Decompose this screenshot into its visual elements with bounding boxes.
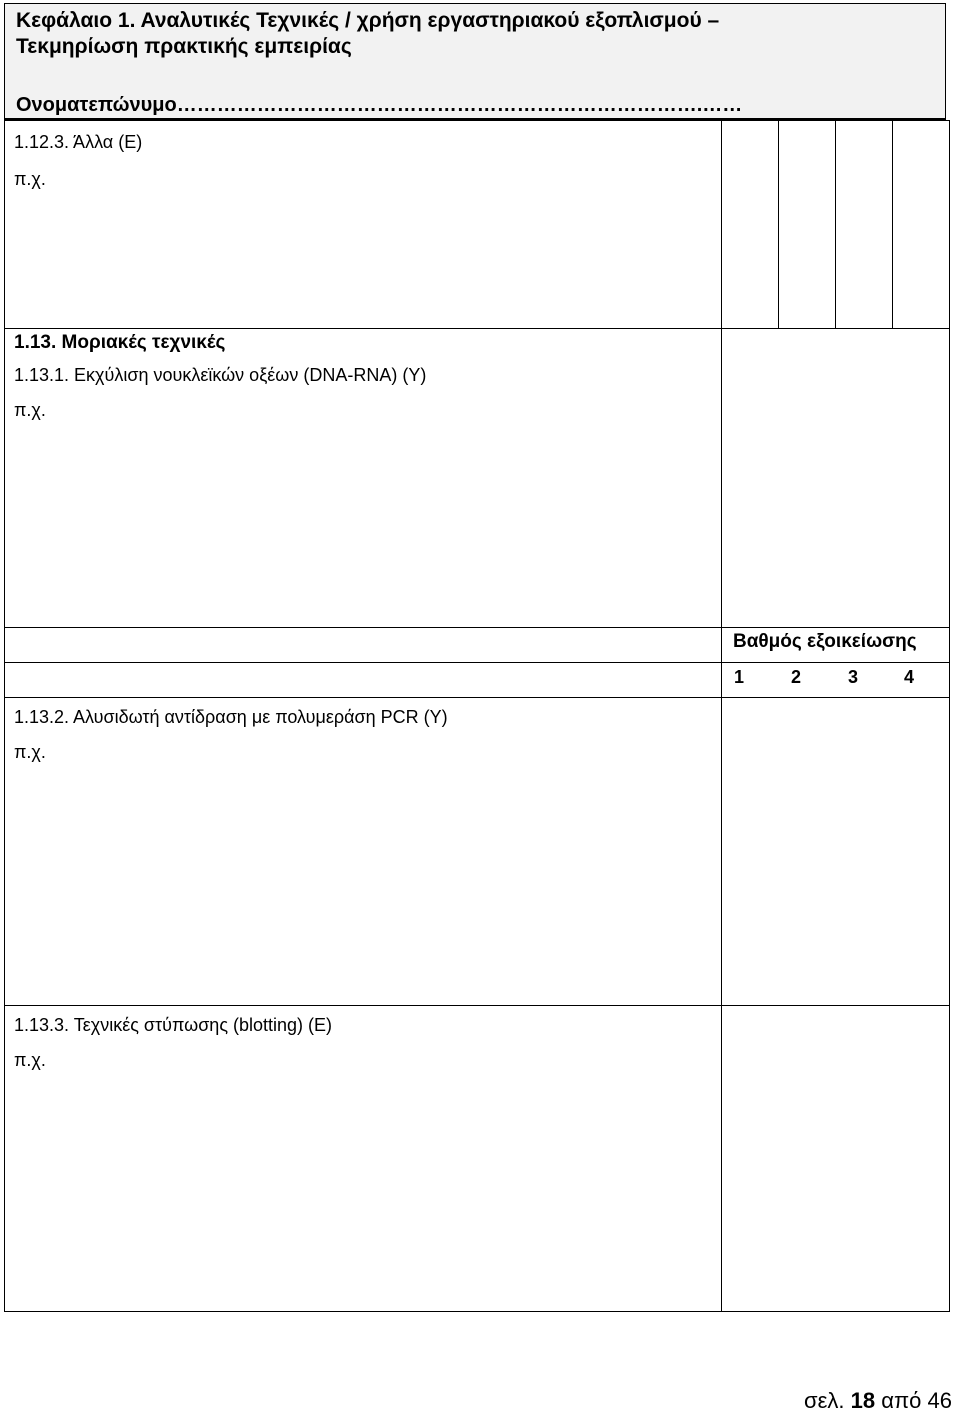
grade-4-label: 4 xyxy=(903,667,914,687)
grade-divider-2 xyxy=(835,120,836,328)
page-total: 46 xyxy=(927,1388,952,1413)
chapter-subtitle: Τεκμηρίωση πρακτικής εμπειρίας xyxy=(16,35,352,58)
grade-1-label: 1 xyxy=(733,667,744,687)
section-1-13-2-example: π.χ. xyxy=(14,742,46,762)
grade-2-label: 2 xyxy=(790,667,801,687)
row-divider-5 xyxy=(4,1005,950,1006)
section-1-12-3-example: π.χ. xyxy=(14,169,46,189)
grade-divider-1 xyxy=(778,120,779,328)
section-1-13-3-example: π.χ. xyxy=(14,1050,46,1070)
section-1-13-1-title: 1.13.1. Εκχύλιση νουκλεϊκών οξέων (DNA-RNA) (Υ) xyxy=(14,365,427,385)
page-current: 18 xyxy=(850,1388,876,1413)
page-header xyxy=(4,3,946,120)
page-number xyxy=(804,1388,952,1414)
section-1-13-2-title: 1.13.2. Αλυσιδωτή αντίδραση με πολυμεράση PCR (Υ) xyxy=(14,707,448,727)
page-prefix: σελ. xyxy=(804,1388,845,1413)
row-divider-1 xyxy=(4,328,950,329)
row-divider-2 xyxy=(4,627,950,628)
page-separator: από xyxy=(881,1388,922,1413)
name-field: Ονοματεπώνυμο…………………………………………………………………….…… xyxy=(16,94,743,116)
section-1-13-title: 1.13. Μοριακές τεχνικές xyxy=(14,332,226,353)
section-1-13-3-title: 1.13.3. Τεχνικές στύπωσης (blotting) (Ε) xyxy=(14,1015,333,1035)
row-divider-4 xyxy=(4,697,950,698)
grade-3-label: 3 xyxy=(847,667,858,687)
section-1-12-3-title: 1.12.3. Άλλα (Ε) xyxy=(14,132,143,152)
grade-divider-3 xyxy=(892,120,893,328)
column-divider-main xyxy=(721,120,722,1312)
row-divider-3 xyxy=(4,662,950,663)
section-1-13-1-example: π.χ. xyxy=(14,400,46,420)
familiarity-title: Βαθμός εξοικείωσης xyxy=(733,631,917,652)
chapter-title: Κεφάλαιο 1. Αναλυτικές Τεχνικές / χρήση εργαστηριακού εξοπλισμού – xyxy=(16,9,720,32)
